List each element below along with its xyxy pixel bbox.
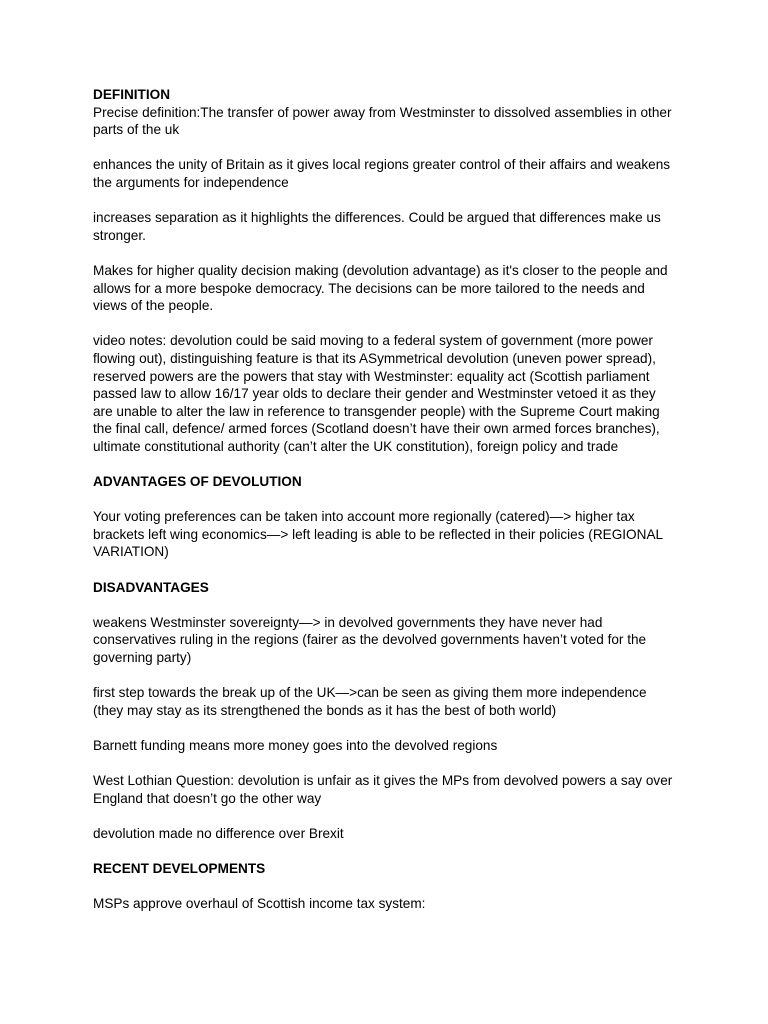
- precise-definition: Precise definition:The transfer of power away from Westminster to dissolved assemblies in other parts of the uk: [93, 104, 672, 138]
- paragraph-sovereignty: weakens Westminster sovereignty—> in devolved governments they have never had conservatives ruling in the regions (fairer as the devolved governments haven’t voted for the governing party): [93, 614, 647, 665]
- paragraph-west-lothian: West Lothian Question: devolution is unfair as it gives the MPs from devolved powers a say over England that doesn’t go the other way: [93, 773, 673, 806]
- paragraph-barnett: Barnett funding means more money goes into the devolved regions: [93, 737, 498, 753]
- advantages-heading: ADVANTAGES OF DEVOLUTION: [93, 474, 302, 490]
- paragraph-msps: MSPs approve overhaul of Scottish income tax system:: [93, 896, 426, 912]
- paragraph-break-up: first step towards the break up of the UK—>can be seen as giving them more independence (they may stay as its strengthened the bonds as it has the best of both world): [93, 685, 647, 718]
- disadvantages-section: [93, 579, 678, 843]
- paragraph-separation: increases separation as it highlights the differences. Could be argued that differences make us stronger.: [93, 210, 661, 243]
- definition-section: [93, 86, 678, 455]
- advantages-section: [93, 473, 678, 561]
- paragraph-unity: enhances the unity of Britain as it gives local regions greater control of their affairs and weakens the arguments for independence: [93, 157, 671, 190]
- disadvantages-heading: DISADVANTAGES: [93, 579, 209, 595]
- paragraph-brexit: devolution made no difference over Brexit: [93, 825, 344, 841]
- document-page: [93, 86, 678, 931]
- paragraph-decision-making: Makes for higher quality decision making (devolution advantage) as it's closer to the people and allows for a more bespoke democracy. The decisions can be more tailored to the needs and views of the people.: [93, 262, 668, 314]
- paragraph-video-notes: video notes: devolution could be said moving to a federal system of government (more power flowing out), distinguishing feature is that its ASymmetrical devolution (uneven power spread), reserved powers are the powers that stay with Westminster: equality act (Scottish parliament passed law to allow 16/17 year olds to declare their gender and Westminster vetoed it as they are unable to alter the law in reference to transgender people) with the Supreme Court making the final call, defence/ armed forces (Scotland doesn’t have their own armed forces branches), ultimate constitutional authority (can’t alter the UK constitution), foreign policy and trade: [93, 333, 660, 454]
- recent-developments-section: [93, 860, 678, 913]
- recent-developments-heading: RECENT DEVELOPMENTS: [93, 861, 266, 877]
- paragraph-voting-preferences: Your voting preferences can be taken into account more regionally (catered)—> higher tax brackets left wing economics—> left leading is able to be reflected in their policies (REGIONAL VARIATION): [93, 509, 663, 560]
- definition-heading: DEFINITION: [93, 87, 171, 102]
